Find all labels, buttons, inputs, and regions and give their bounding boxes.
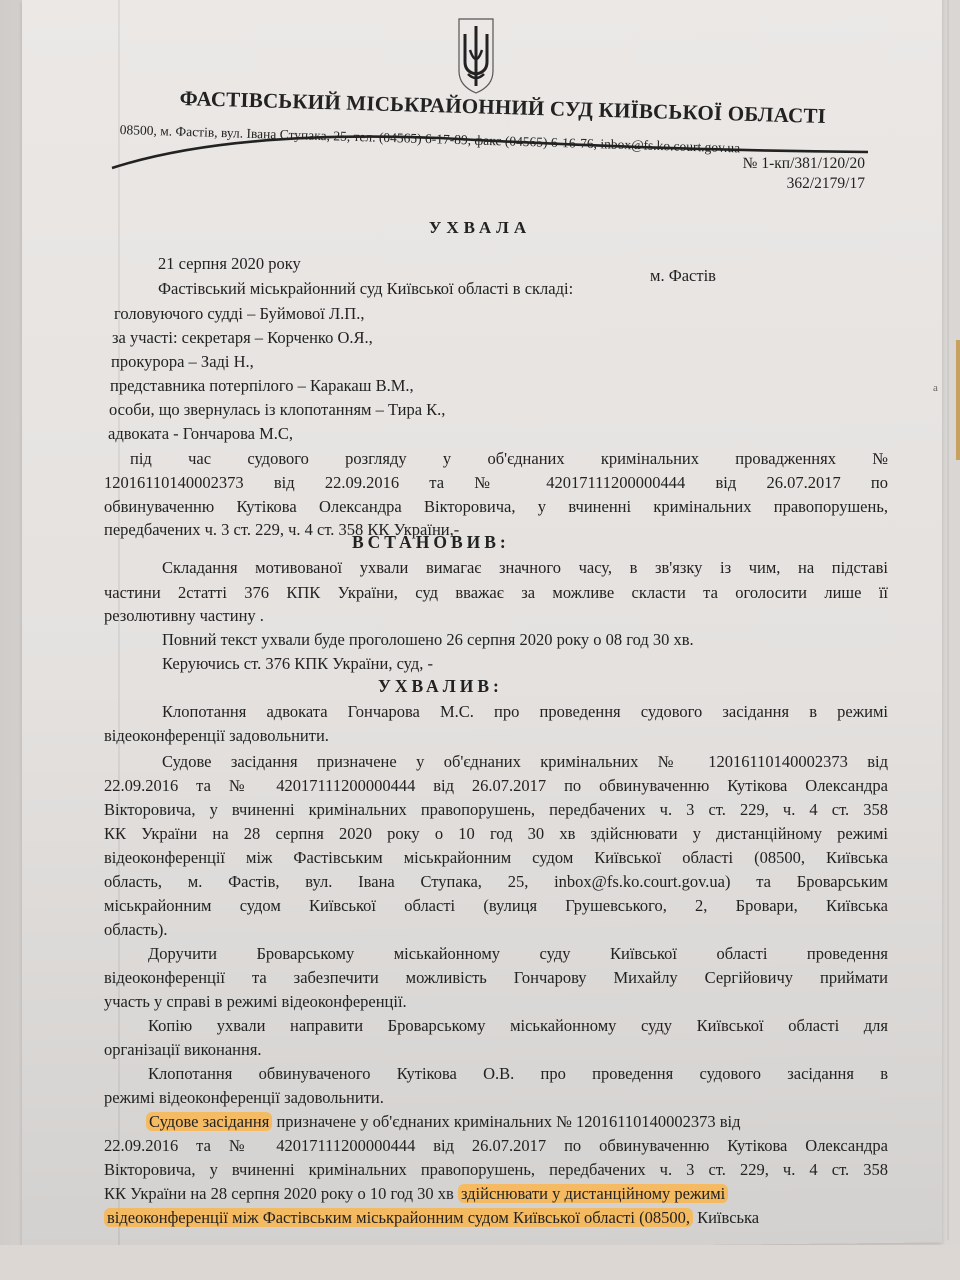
hearing-paragraph-line: під час судового розгляду у об'єднаних кримінальних провадженнях № xyxy=(130,449,888,468)
court-name-heading: ФАСТІВСЬКИЙ МІСЬКРАЙОННИЙ СУД КИЇВСЬКОЇ ОБЛАСТІ xyxy=(179,86,827,129)
margin-mark: а xyxy=(933,382,938,394)
ruling-5-line: Клопотання обвинуваченого Кутікова О.В. про проведення судового засідання в xyxy=(148,1064,888,1083)
victim-representative-line: представника потерпілого – Каракаш В.М., xyxy=(110,376,414,395)
case-number-secondary: 362/2179/17 xyxy=(786,175,865,192)
established-paragraph-line: резолютивну частину . xyxy=(104,606,264,625)
ruling-6-text: Київська xyxy=(692,1208,760,1227)
prosecutor-line: прокурора – Заді Н., xyxy=(111,352,254,371)
ruling-6-line xyxy=(146,1112,741,1132)
ruling-2-line: Судове засідання призначене у об'єднаних кримінальних № 12016110140002373 від xyxy=(162,752,888,771)
ruling-4-line: організації виконання. xyxy=(104,1040,262,1059)
established-paragraph-line: частини 2статті 376 КПК України, суд вважає за можливе скласти та оголосити лише її xyxy=(104,583,888,602)
highlighted-text: відеоконференції між Фастівським міськрайонним судом Київської області (08500, xyxy=(104,1208,693,1227)
ruling-3-line: відеоконференції та забезпечити можливість Гончарову Михайлу Сергійовичу приймати xyxy=(104,968,888,987)
full-text-notice: Повний текст ухвали буде проголошено 26 серпня 2020 року о 08 год 30 хв. xyxy=(162,630,694,649)
ruling-2-line: 22.09.2016 та № 42017111200000444 від 26.07.2017 по обвинуваченню Кутікова Олександра xyxy=(104,776,888,795)
ruling-2-line: відеоконференції між Фастівським міськрайонним судом Київської області (08500, Київська xyxy=(104,848,888,867)
case-number-block xyxy=(743,154,865,194)
document-place: м. Фастів xyxy=(650,266,716,285)
case-number-primary: № 1-кп/381/120/20 xyxy=(742,155,865,172)
ruling-6-line: Вікторовича, у вчиненні кримінальних правопорушень, передбачених ч. 3 ст. 229, ч. 4 ст. 358 xyxy=(104,1160,888,1179)
ruling-2-line: міськрайонним судом Київської області (вулиця Грушевського, 2, Бровари, Київська xyxy=(104,896,888,915)
hearing-paragraph-line: 12016110140002373 від 22.09.2016 та № 42017111200000444 від 26.07.2017 по xyxy=(104,473,888,492)
guided-by-line: Керуючись ст. 376 КПК України, суд, - xyxy=(162,654,434,673)
ruling-2-line: область). xyxy=(104,920,168,939)
court-composition-line: Фастівський міськрайонний суд Київської області в складі: xyxy=(158,279,574,298)
highlighted-text: здійснювати у дистанційному режимі xyxy=(458,1184,728,1203)
court-address: 08500, м. Фастів, вул. Івана Ступака, 25, тел. (04565) 6-17-89, факс (04565) 6-16-76, inbox@fs.ko.court.gov.ua xyxy=(119,122,741,156)
ruling-2-line: Вікторовича, у вчиненні кримінальних правопорушень, передбачених ч. 3 ст. 229, ч. 4 ст. 358 xyxy=(104,800,888,819)
ruling-6-text: призначене у об'єднаних кримінальних № 12016110140002373 від xyxy=(272,1112,741,1131)
ruled-heading: УХВАЛИВ: xyxy=(378,676,503,696)
lawyer-line: адвоката - Гончарова М.С, xyxy=(108,424,294,443)
ruling-2-line: область, м. Фастів, вул. Івана Ступака, 25, inbox@fs.ko.court.gov.ua) та Броварським xyxy=(104,872,888,891)
document-title: УХВАЛА xyxy=(428,218,532,237)
petitioner-line: особи, що звернулась із клопотанням – Тира К., xyxy=(109,400,446,419)
ruling-2-line: КК України на 28 серпня 2020 року о 10 год 30 хв здійснювати у дистанційному режимі xyxy=(104,824,888,843)
ruling-6-line xyxy=(104,1184,728,1204)
ruling-6-line xyxy=(104,1208,759,1228)
ruling-1-line: Клопотання адвоката Гончарова М.С. про проведення судового засідання в режимі xyxy=(162,702,888,721)
ruling-3-line: Доручити Броварському міськайонному суду Київської області проведення xyxy=(148,944,888,963)
presiding-judge-line: головуючого судді – Буймової Л.П., xyxy=(114,304,365,323)
ruling-4-line: Копію ухвали направити Броварському міськайонному суду Київської області для xyxy=(148,1016,888,1035)
document-date: 21 серпня 2020 року xyxy=(158,254,301,273)
hearing-paragraph-line: передбачених ч. 3 ст. 229, ч. 4 ст. 358 КК України,- xyxy=(104,520,460,539)
secretary-line: за участі: секретаря – Корченко О.Я., xyxy=(112,328,373,347)
ruling-1-line: відеоконференції задовольнити. xyxy=(104,726,329,745)
established-heading: ВСТАНОВИВ: xyxy=(352,532,510,552)
ruling-6-text: КК України на 28 серпня 2020 року о 10 год 30 хв xyxy=(104,1184,458,1203)
ruling-3-line: участь у справі в режимі відеоконференції. xyxy=(104,992,407,1011)
ruling-6-line: 22.09.2016 та № 42017111200000444 від 26.07.2017 по обвинуваченню Кутікова Олександра xyxy=(104,1136,888,1155)
ukraine-trident-emblem-icon xyxy=(456,16,496,96)
hearing-paragraph-line: обвинуваченню Кутікова Олександра Вікторовича, у вчиненні кримінальних правопорушень, xyxy=(104,497,888,516)
highlighted-text: Судове засідання xyxy=(146,1112,272,1131)
ruling-5-line: режимі відеоконференції задовольнити. xyxy=(104,1088,384,1107)
established-paragraph-line: Складання мотивованої ухвали вимагає значного часу, в зв'язку із чим, на підставі xyxy=(162,558,888,577)
